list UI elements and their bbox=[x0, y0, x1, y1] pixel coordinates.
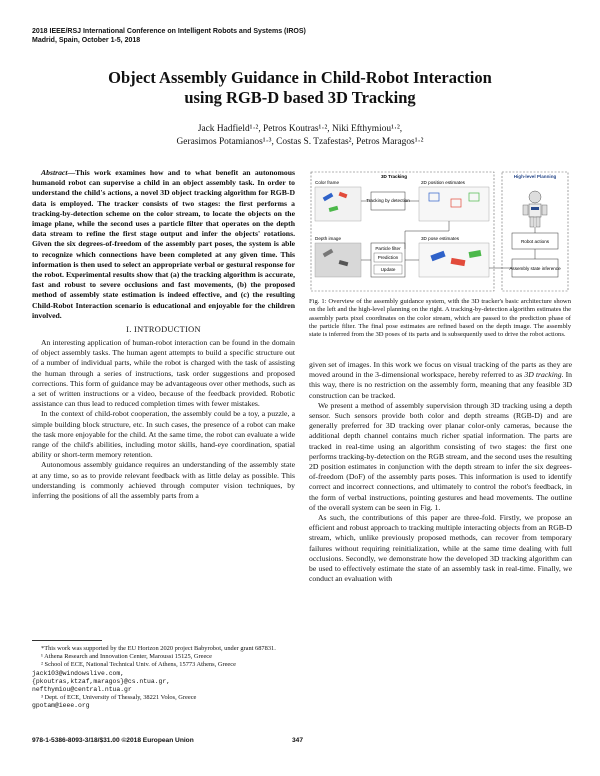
abstract-text: —This work examines how and to what benefit an autonomous humanoid robot can supervise a child in an object assembly task. In order to understand the child's actions, a novel 3D object tracking algorithm for RGB-D data is employed. The tracker consists of two stages: the first performs a tracking-by-detection scheme on the color stream, to locate the objects on the image plane, while the second uses a particle filter that operates on the depth data stream to refine the first stage output and infer the objects' rotations. Given the six degrees-of-freedom of the assembly part poses, the system is able to recognize which connections have been completed at any given time. This information is then used to select an appropriate verbal or gestural response for the robot. Experimental results show that (a) the tracking algorithm is accurate, fast and robust to severe occlusions and fast movements, (b) the proposed method of assembly state estimation is indeed effective, and (c) the resulting Child-Robot Interaction scenario is educational and enjoyable for the children involved. bbox=[32, 168, 295, 320]
right-paragraph-2: As such, the contributions of this paper are three-fold. Firstly, we propose an efficient and robust approach to tracking multiple interacting objects from an RGB-D stream, which, unlike previously proposed methods, can recover from temporary failures without requiring reinitialization, while at the same time dealing with full occlusions. Secondly, we demonstrate how the developed 3D tracking algorithm can be used to effectively estimate the state of an assembly task in real-time. Finally, we conduct an evaluation with bbox=[309, 513, 572, 584]
intro-paragraph-3: Autonomous assembly guidance requires an understanding of the assembly state at any time, so as to provide relevant feedback with as little delay as possible. This understanding is commonly achieved through computer vision techniques, by inferring the positions of all the assembly parts from a bbox=[32, 460, 295, 501]
title-line-2: using RGB-D based 3D Tracking bbox=[184, 88, 416, 107]
abstract-label: Abstract bbox=[41, 168, 68, 177]
right-p0-emphasis: 3D tracking bbox=[524, 370, 562, 380]
section-heading-introduction: I. INTRODUCTION bbox=[126, 325, 201, 335]
right-paragraph-1: We present a method of assembly supervision through 3D tracking using a depth sensor. Such sensors provide both color and depth streams (RGB-D) and are generally preferred for 3D tracking over planar color-only cameras, because the additional depth channel contains much richer spatial information. The parts are tracked in real-time using an algorithm consisting of two stages: the first one performs tracking-by-detection on the RGB stream, and the second uses the resulting 2D position estimates in conjunction with the depth stream to infer the six degrees-of-freedom (DoF) of the assembly parts poses. This information is used to identify correct and incorrect connections, and ultimately to control the robot's feedback, in the form of verbal instructions, pointing gestures and head movements. The outline of the overall system can be seen in Fig. 1. bbox=[309, 400, 572, 512]
abstract bbox=[32, 168, 295, 321]
estimates-2d-image bbox=[419, 187, 489, 221]
author-list bbox=[20, 123, 580, 149]
update-label: Update bbox=[380, 267, 396, 272]
assembly-state-label: Assembly state inference bbox=[509, 266, 561, 271]
figure-1-caption: Fig. 1: Overview of the assembly guidance system, with the 3D tracker's basic architecture shown on the left and the high-level planning on the right. A tracking-by-detection algorithm estimates the assembly parts pixel coordinates on the color stream, which are passed to the prediction phase of the particle filter. The final pose estimates are refined based on the depth image. The assembly state is inferred from the 3D poses of its parts and is subsequently used to drive the robot actions. bbox=[309, 298, 571, 339]
authors-line-1: Jack Hadfield¹·², Petros Koutras¹·², Niki Efthymiou¹·², bbox=[197, 124, 403, 134]
conference-name: 2018 IEEE/RSJ International Conference on Intelligent Robots and Systems (IROS) bbox=[32, 28, 306, 35]
footnote-email-1: jack103@windowslive.com, bbox=[32, 669, 125, 677]
intro-paragraph-1: An interesting application of human-robot interaction can be found in the domain of object assembly tasks. The human agent attempts to build a specific structure out of a number of individual parts, while the robot is charged with the task of assisting the human through a series of instructions, task order suggestions and proposed corrections. This form of guidance may be advantageous over other methods, such as a set of written instructions or a video, because of the feedback provided. Robotic assistance can thus lead to reduced completion times with fewer mistakes. bbox=[32, 338, 295, 409]
footnote-affiliation-2: ² School of ECE, National Technical Univ. of Athens, 15773 Athens, Greece bbox=[41, 661, 236, 669]
robot-actions-label: Robot actions bbox=[520, 239, 550, 244]
footnote-affiliation-3: ³ Dept. of ECE, University of Thessaly, 38221 Volos, Greece bbox=[41, 694, 197, 702]
figure-1-system-overview bbox=[309, 169, 571, 294]
particle-filter-label: Particle filter bbox=[375, 246, 401, 251]
estimates-2d-label: 2D position estimates bbox=[421, 180, 465, 185]
color-frame-label: Color frame bbox=[315, 180, 339, 185]
footnote-rule bbox=[32, 640, 102, 641]
title-line-1: Object Assembly Guidance in Child-Robot Interaction bbox=[108, 68, 492, 87]
right-p0-part-a: given set of images. In this work we focus on visual tracking of the parts as they are moved around in the 3-dimensional workspace, hereby referred to as bbox=[309, 360, 572, 380]
paper-title bbox=[20, 68, 580, 108]
authors-line-2: Gerasimos Potamianos¹·³, Costas S. Tzafestas², Petros Maragos¹·² bbox=[176, 137, 424, 147]
color-frame-image bbox=[315, 187, 361, 221]
pose-estimates-label: 3D pose estimates bbox=[421, 236, 460, 241]
footnote-affiliation-1: ¹ Athena Research and Innovation Center, Maroussi 15125, Greece bbox=[41, 653, 212, 661]
tracking-panel-title: 3D Tracking bbox=[381, 174, 408, 179]
right-column bbox=[309, 360, 572, 584]
footnote-funding: *This work was supported by the EU Horizon 2020 project Babyrobot, under grant 687831. bbox=[41, 645, 276, 652]
footnote-email-2: {pkoutras,ktzaf,maragos}@cs.ntua.gr, bbox=[32, 677, 171, 685]
robot-icon bbox=[523, 191, 547, 227]
conference-header bbox=[32, 27, 306, 45]
footnotes bbox=[32, 645, 295, 711]
conference-location: Madrid, Spain, October 1-5, 2018 bbox=[32, 37, 141, 44]
footnote-email-3: nefthymiou@central.ntua.gr bbox=[32, 686, 132, 694]
page-number: 347 bbox=[292, 737, 304, 744]
right-p0-part-c: . In this way, there is no restriction on the assembly form, meaning that any feasible 3D construction can be tracked. bbox=[309, 370, 573, 400]
depth-image-label: Depth image bbox=[315, 236, 342, 241]
depth-image bbox=[315, 243, 361, 277]
prediction-label: Prediction bbox=[377, 255, 399, 260]
planning-panel-title: High-level Planning bbox=[513, 174, 557, 179]
intro-paragraph-2: In the context of child-robot cooperation, the assembly could be a toy, a puzzle, a simple building block structure, etc. In such cases, the presence of a robot can make the task more enjoyable for the child. At the same time, the robot can evaluate a wide range of the child's abilities, including motor skills, hand-eye coordination, spatial ability or short-term memory retention. bbox=[32, 409, 295, 460]
right-paragraph-0 bbox=[309, 360, 572, 401]
footer-copyright: 978-1-5386-8093-3/18/$31.00 ©2018 European Union bbox=[32, 737, 194, 744]
tracking-by-detection-label: Tracking by detection bbox=[366, 198, 410, 203]
left-column bbox=[32, 168, 295, 501]
footnote-email-4: gpotam@ieee.org bbox=[32, 702, 90, 710]
